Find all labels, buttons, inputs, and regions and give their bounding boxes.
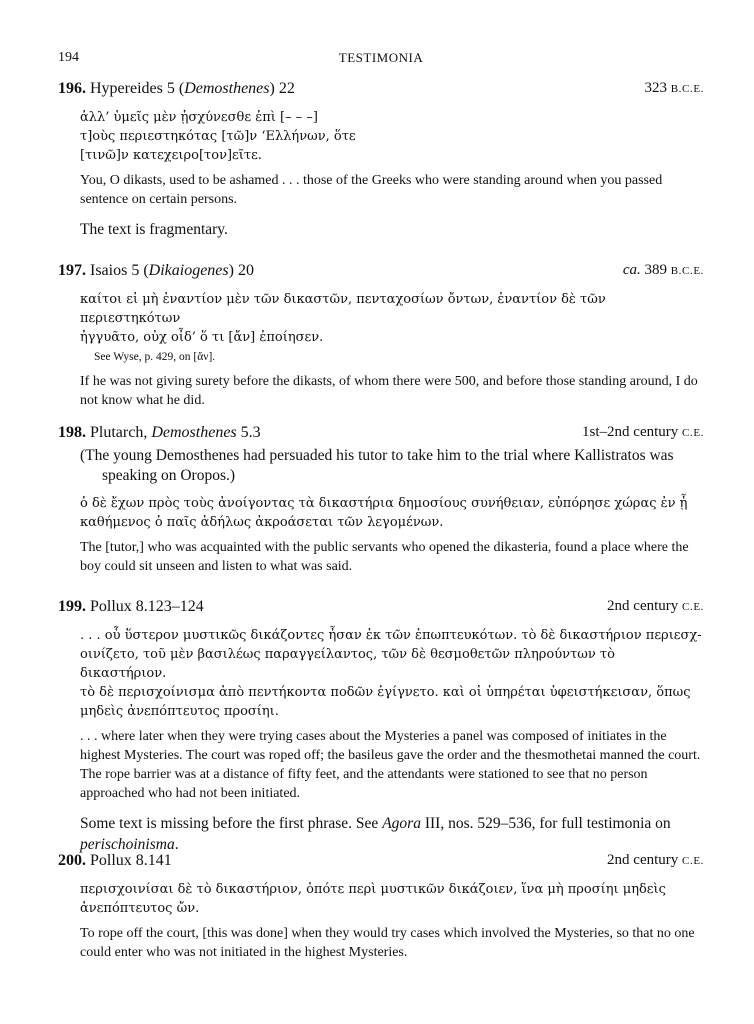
date-era: C.E. bbox=[682, 427, 704, 439]
entry-date bbox=[607, 852, 704, 869]
date-era: B.C.E. bbox=[670, 265, 704, 277]
entry-source: Plutarch, bbox=[90, 424, 152, 441]
translation: You, O dikasts, used to be ashamed . . . those of the Greeks who were standing around when you passed sentence on certain persons. bbox=[80, 173, 663, 207]
entry-197 bbox=[58, 262, 704, 410]
entry-source-work: Dikaiogenes bbox=[148, 262, 229, 279]
translation: The [tutor,] who was acquainted with the public servants who opened the dikasteria, found a place where the boy could sit unseen and listen to what was said. bbox=[80, 540, 689, 574]
entry-source-ref: 5.3 bbox=[236, 424, 261, 441]
date-prefix: ca. bbox=[622, 262, 641, 278]
entry-date bbox=[582, 424, 704, 441]
entry-heading bbox=[58, 262, 704, 284]
comment-title: Agora bbox=[382, 815, 421, 832]
entry-number: 197. bbox=[58, 262, 86, 279]
entry-date bbox=[607, 598, 704, 615]
entry-source: Hypereides 5 ( bbox=[90, 80, 185, 97]
commentary: The text is fragmentary. bbox=[80, 221, 228, 238]
greek-text bbox=[80, 880, 704, 918]
running-title: TESTIMONIA bbox=[338, 50, 424, 65]
entry-196 bbox=[58, 80, 704, 240]
comment-text: . bbox=[174, 836, 179, 853]
greek-text bbox=[80, 494, 704, 532]
entry-200 bbox=[58, 852, 704, 962]
greek-line: ἠγγυᾶτο, οὐχ οἶδ’ ὅ τι [ἄν] ἐποίησεν. bbox=[80, 330, 324, 345]
date-value: 323 bbox=[644, 80, 667, 96]
date-value: 2nd century bbox=[607, 598, 679, 614]
greek-text bbox=[80, 108, 704, 165]
entry-source: Pollux 8.123–124 bbox=[90, 598, 204, 615]
entry-source: Isaios 5 ( bbox=[90, 262, 149, 279]
entry-heading bbox=[58, 598, 704, 620]
greek-line: τ]οὺς περιεστηκότας [τῶ]ν ‘Ελλήνων, ὅτε bbox=[80, 129, 356, 144]
greek-line: μηδεὶς ἀνεπόπτευτος προσίηι. bbox=[80, 704, 279, 719]
entry-date bbox=[645, 80, 705, 97]
entry-number: 196. bbox=[58, 80, 86, 97]
translation: If he was not giving surety before the dikasts, of whom there were 500, and before those standing around, I do not know what he did. bbox=[80, 374, 698, 408]
date-era: B.C.E. bbox=[670, 83, 704, 95]
date-era: C.E. bbox=[682, 855, 704, 867]
entry-199 bbox=[58, 598, 704, 855]
entry-source-work: Demosthenes bbox=[151, 424, 237, 441]
entry-heading bbox=[58, 424, 704, 446]
greek-line: ἀνεπόπτευτος ὤν. bbox=[80, 901, 200, 916]
greek-line: οινίζετο, τοῦ μὲν βασιλέως παραγγείλαντος, τῶν δὲ θεσμοθετῶν πληρούντων τὸ δικαστήριον. bbox=[80, 647, 615, 681]
greek-text bbox=[80, 626, 704, 721]
entry-date bbox=[623, 262, 704, 279]
entry-number: 200. bbox=[58, 852, 86, 869]
entry-source: Pollux 8.141 bbox=[90, 852, 172, 869]
greek-line: τὸ δὲ περισχοίνισμα ἀπὸ πεντήκοντα ποδῶν ἐγίγνετο. καὶ οἱ ὑπηρέται ὑφειστήκεισαν, ὅπως bbox=[80, 685, 691, 700]
date-era: C.E. bbox=[682, 601, 704, 613]
comment-term: perischoinisma bbox=[80, 836, 175, 853]
comment-text: Some text is missing before the first phrase. See bbox=[80, 815, 383, 832]
entry-heading bbox=[58, 852, 704, 874]
greek-line: περισχοινίσαι δὲ τὸ δικαστήριον, ὁπότε περὶ μυστικῶν δικάζοιεν, ἵνα μὴ προσίηι μηδεὶς bbox=[80, 882, 666, 897]
date-value: 389 bbox=[644, 262, 667, 278]
translation: . . . where later when they were trying cases about the Mysteries a panel was composed of initiates in the highest Mysteries. The court was roped off; the basileus gave the order and the thesmothetai manned the court. The rope barrier was at a distance of fifty feet, and the attendants were stationed to see that no person approached who had not been initiated. bbox=[80, 729, 701, 801]
page-number: 194 bbox=[58, 50, 79, 65]
textual-note: See Wyse, p. 429, on [ἄν]. bbox=[94, 351, 216, 363]
greek-line: . . . οὗ ὕστερον μυστικῶς δικάζοντες ἦσαν ἐκ τῶν ἐπωπτευκότων. τὸ δὲ δικαστήριον περιεσχ- bbox=[80, 628, 702, 643]
translation: To rope off the court, [this was done] when they would try cases which involved the Mysteries, so that no one could enter who was not initiated in the highest Mysteries. bbox=[80, 926, 695, 960]
entry-number: 199. bbox=[58, 598, 86, 615]
greek-line: ὁ δὲ ἔχων πρὸς τοὺς ἀνοίγοντας τὰ δικαστήρια δημοσίους συνήθειαν, εὐπόρησε χώρας ἐν ᾗ bbox=[80, 496, 688, 511]
commentary bbox=[58, 813, 704, 855]
comment-text: III, nos. 529–536, for full testimonia on bbox=[420, 815, 671, 832]
greek-line: [τινῶ]ν κατεχειρο[τον]εῖτε. bbox=[80, 148, 262, 163]
page-header bbox=[58, 50, 704, 70]
greek-line: ἀλλ’ ὑμεῖς μὲν ᾐσχύνεσθε ἐπὶ [– – –] bbox=[80, 110, 318, 125]
entry-heading bbox=[58, 80, 704, 102]
entry-source-work: Demosthenes bbox=[184, 80, 270, 97]
context-note: (The young Demosthenes had persuaded his tutor to take him to the trial where Kallistratos was speaking on Oropos.) bbox=[80, 447, 674, 484]
greek-text bbox=[80, 290, 704, 347]
date-value: 1st–2nd century bbox=[582, 424, 679, 440]
entry-source-ref: ) 20 bbox=[228, 262, 254, 279]
entry-198 bbox=[58, 424, 704, 576]
entry-source-ref: ) 22 bbox=[269, 80, 295, 97]
greek-line: καίτοι εἰ μὴ ἐναντίον μὲν τῶν δικαστῶν, πενταχοσίων ὄντων, ἐναντίον δὲ τῶν περιεστηκότων bbox=[80, 292, 606, 326]
entry-number: 198. bbox=[58, 424, 86, 441]
greek-line: καθήμενος ὁ παῖς ἀδήλως ἀκροάσεται τῶν λεγομένων. bbox=[80, 515, 444, 530]
date-value: 2nd century bbox=[607, 852, 679, 868]
